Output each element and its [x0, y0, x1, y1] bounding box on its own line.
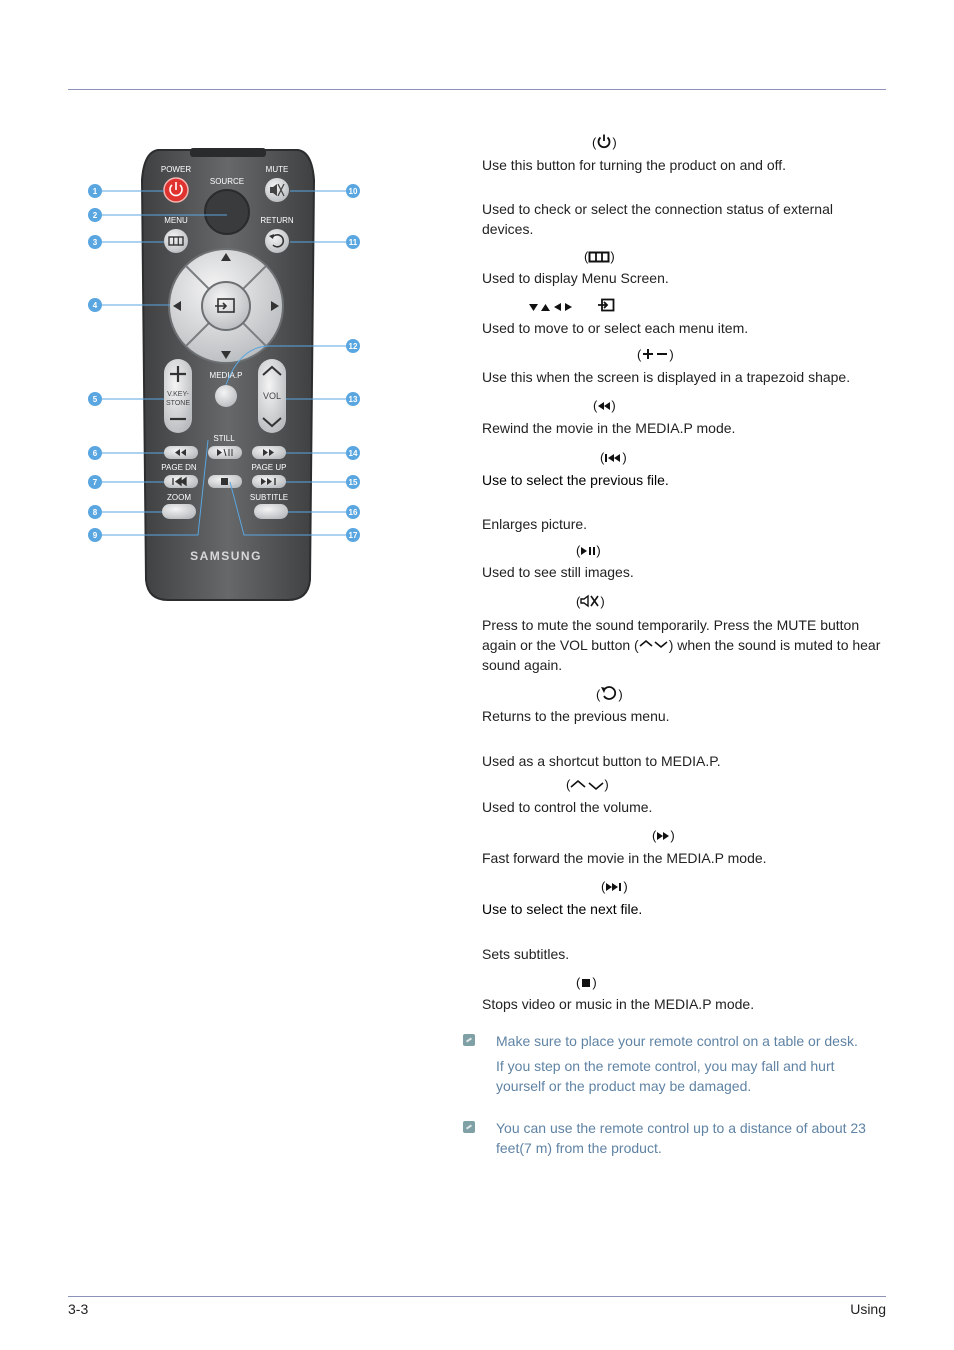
remote-subtitle-button — [254, 504, 288, 519]
power-label: POWER — [160, 165, 192, 174]
subtitle-label: SUBTITLE — [249, 493, 289, 502]
mute-icon — [580, 594, 600, 608]
stop-icon — [580, 977, 592, 989]
source-description: Used to check or select the connection status of external devices. — [482, 201, 833, 237]
vol-label: VOL — [262, 391, 282, 401]
next-file-description: Use to select the next file. — [482, 901, 643, 917]
stop-description: Stops video or music in the MEDIA.P mode. — [482, 996, 755, 1012]
remote-zoom-button — [162, 504, 196, 519]
rewind-description: Rewind the movie in the MEDIA.P mode. — [482, 420, 736, 436]
return-label: RETURN — [260, 216, 294, 225]
svg-text:5: 5 — [92, 395, 98, 404]
svg-text:3: 3 — [92, 238, 98, 247]
svg-text:11: 11 — [348, 238, 358, 247]
menu-label: MENU — [164, 216, 188, 225]
volume-icon — [570, 779, 604, 791]
mute-description: Press to mute the sound temporarily. Press the MUTE button again or the VOL button ( ) when the sound is muted to hear sound again. — [482, 617, 881, 673]
menu-description: Used to display Menu Screen. — [482, 270, 669, 286]
note-icon — [463, 1121, 475, 1133]
previous-file-description: Use to select the previous file. — [482, 472, 669, 488]
arrows-icon-header — [528, 299, 576, 314]
remote-media-p-button — [215, 385, 237, 407]
remote-control-illustration — [80, 140, 370, 615]
svg-text:2: 2 — [92, 211, 98, 220]
zoom-label: ZOOM — [167, 493, 191, 502]
media-p-description: Used as a shortcut button to MEDIA.P. — [482, 753, 721, 769]
rewind-icon — [597, 400, 611, 412]
media-p-label: MEDIA.P — [209, 371, 243, 380]
power-icon-header: ( ) — [592, 135, 617, 150]
remote-source-button — [205, 190, 249, 234]
callouts-right — [346, 184, 360, 542]
source-label: SOURCE — [209, 177, 245, 186]
keystone-label: V.KEY- — [167, 391, 189, 398]
power-description: Use this button for turning the product on and off. — [482, 157, 787, 173]
menu-icon-header: ( ) — [584, 249, 615, 264]
volume-icon-header: ( ) — [566, 777, 609, 792]
keystone-icon — [641, 347, 669, 361]
play-pause-icon-header: ( ) — [576, 543, 601, 558]
arrows-description: Used to move to or select each menu item. — [482, 320, 749, 336]
stop-icon-header: ( ) — [576, 975, 597, 990]
callouts-left — [88, 184, 102, 542]
menu-icon — [588, 251, 610, 263]
zoom-description: Enlarges picture. — [482, 516, 588, 532]
remote-menu-button — [164, 229, 188, 253]
fast-forward-icon — [656, 830, 670, 842]
note-placement: Make sure to place your remote control on a table or desk. If you step on the remote control, you may fall and hurt yourself or the product may be damaged. — [496, 1033, 858, 1094]
svg-text:17: 17 — [348, 531, 358, 540]
page-number: 3-3 — [68, 1301, 89, 1317]
footer-rule — [68, 1296, 886, 1297]
samsung-logo: SAMSUNG — [190, 549, 262, 563]
enter-icon — [597, 298, 615, 312]
svg-text:4: 4 — [92, 301, 98, 310]
return-description: Returns to the previous menu. — [482, 708, 670, 724]
note-icon — [463, 1034, 475, 1046]
volume-description: Used to control the volume. — [482, 799, 653, 815]
svg-text:13: 13 — [348, 395, 358, 404]
svg-text:15: 15 — [348, 478, 358, 487]
svg-text:10: 10 — [348, 187, 358, 196]
mute-label: MUTE — [265, 165, 289, 174]
svg-text:16: 16 — [348, 508, 358, 517]
arrows-icon — [528, 301, 576, 313]
still-description: Used to see still images. — [482, 564, 634, 580]
keystone-label-2: STONE — [166, 400, 190, 407]
volume-icon — [639, 639, 669, 649]
next-file-icon-header: ( ) — [601, 879, 628, 894]
enter-icon-header — [597, 298, 615, 313]
return-icon-header: ( ) — [596, 687, 623, 702]
svg-text:7: 7 — [92, 478, 98, 487]
next-file-icon — [605, 881, 623, 893]
rewind-icon-header: ( ) — [593, 398, 616, 413]
svg-text:1: 1 — [92, 187, 98, 196]
play-pause-icon — [580, 545, 596, 557]
svg-text:9: 9 — [92, 531, 98, 540]
section-name: Using — [850, 1301, 886, 1317]
previous-file-icon-header: ( ) — [600, 450, 627, 465]
fast-forward-description: Fast forward the movie in the MEDIA.P mode. — [482, 850, 767, 866]
svg-text:14: 14 — [348, 449, 358, 458]
previous-file-icon — [604, 452, 622, 464]
svg-text:8: 8 — [92, 508, 98, 517]
return-icon — [600, 685, 618, 701]
page-dn-label: PAGE DN — [161, 463, 197, 472]
subtitle-description: Sets subtitles. — [482, 946, 570, 962]
mute-icon-header: ( ) — [576, 594, 605, 609]
svg-text:6: 6 — [92, 449, 98, 458]
still-label: STILL — [213, 434, 235, 443]
power-icon — [596, 133, 612, 149]
page-up-label: PAGE UP — [251, 463, 287, 472]
header-rule — [68, 89, 886, 90]
keystone-description: Use this when the screen is displayed in a trapezoid shape. — [482, 369, 851, 385]
note-distance: You can use the remote control up to a distance of about 23 feet(7 m) from the product. — [496, 1120, 866, 1156]
keystone-icon-header: ( ) — [637, 347, 674, 362]
remote-return-button — [265, 229, 289, 253]
svg-text:12: 12 — [348, 342, 358, 351]
fast-forward-icon-header: ( ) — [652, 828, 675, 843]
